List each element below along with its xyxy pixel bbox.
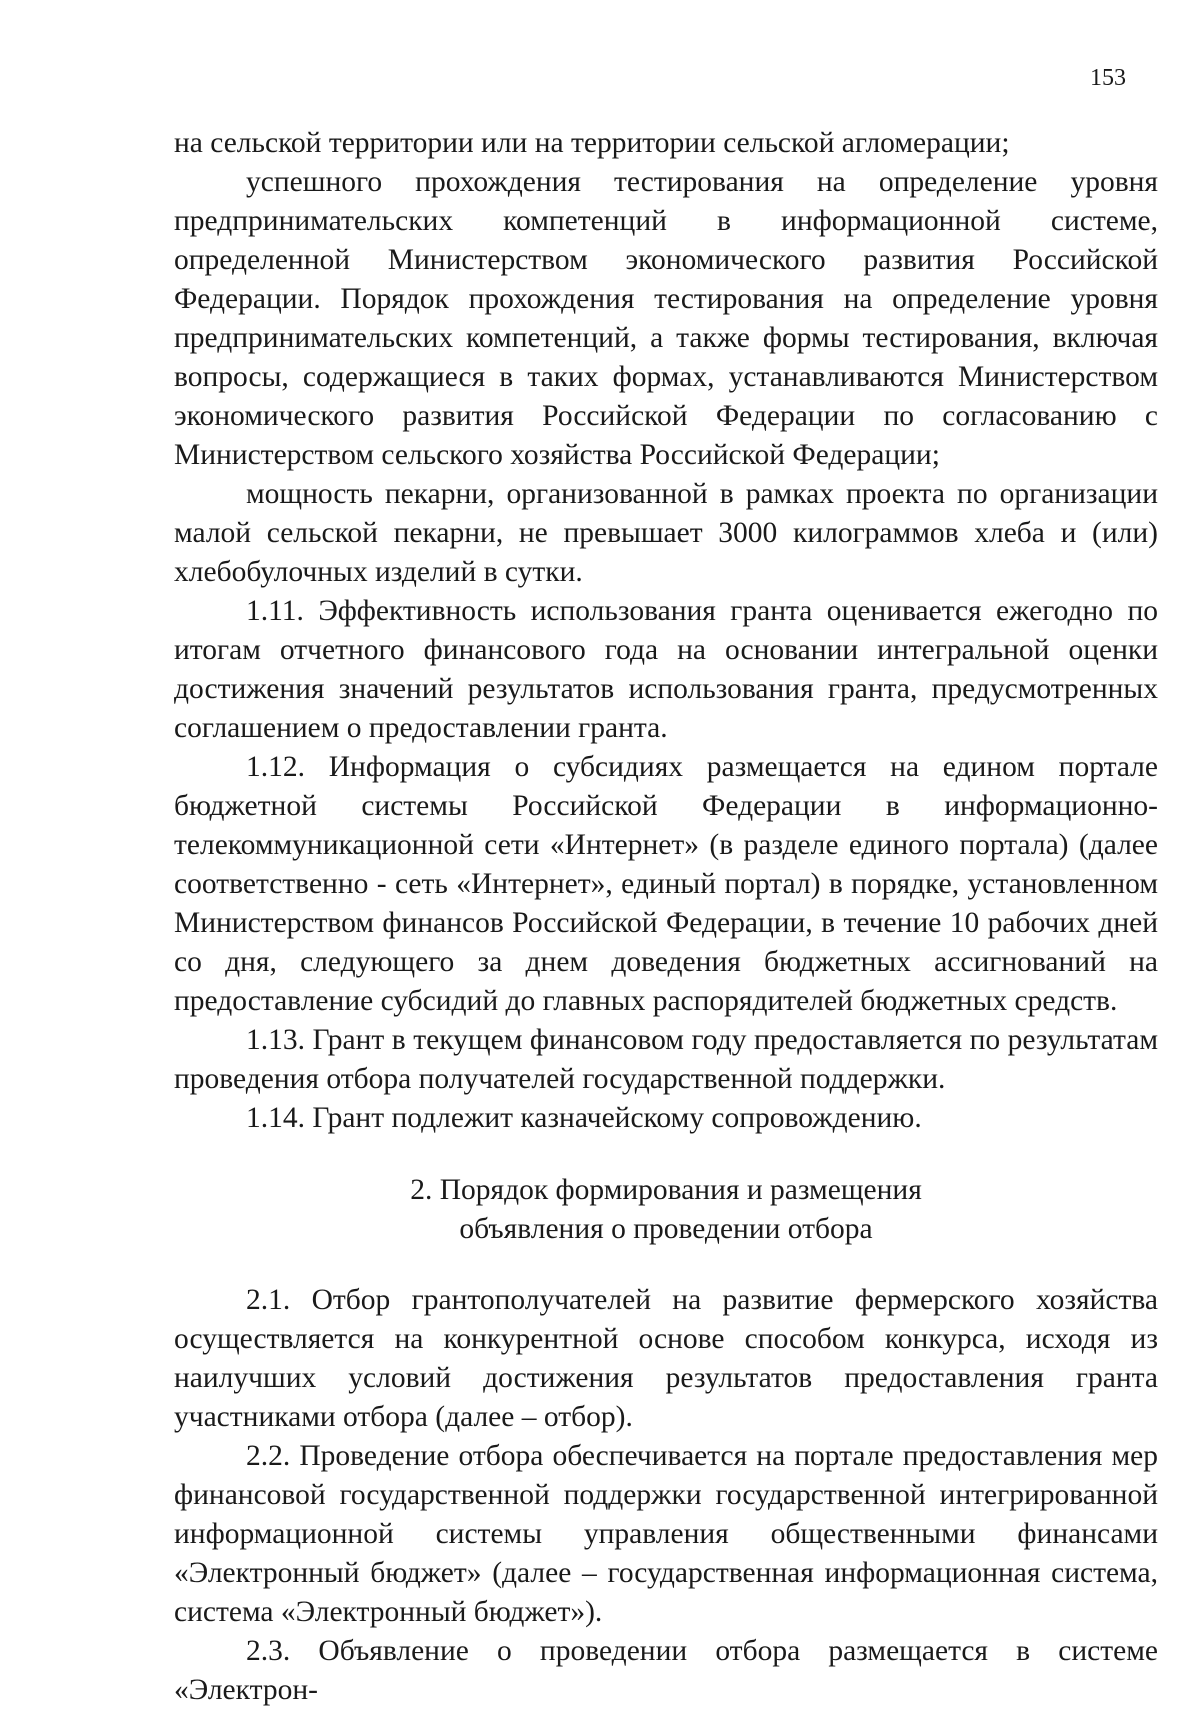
paragraph: 2.2. Проведение отбора обеспечивается на портале предоставления мер финансовой государственной поддержки государственной интегрированной информационной системы управления общественными финансами «Электронный бюджет» (далее – государственная информационная система, система «Электронный бюджет»). — [174, 1440, 1158, 1628]
paragraph: 1.12. Информация о субсидиях размещается на едином портале бюджетной системы Российской Федерации в информационно-телекоммуникационной сети «Интернет» (в разделе единого портала) (далее соответственно - сеть «Интернет», единый портал) в порядке, установленном Министерством финансов Российской Федерации, в течение 10 рабочих дней со дня, следующего за днем доведения бюджетных ассигнований на предоставление субсидий до главных распорядителей бюджетных средств. — [174, 751, 1158, 1017]
page-number: 153 — [1090, 65, 1126, 91]
document-body — [174, 124, 1158, 1710]
section-heading-line: 2. Порядок формирования и размещения — [410, 1174, 922, 1206]
section-heading-line: объявления о проведении отбора — [459, 1213, 873, 1245]
paragraph: 2.1. Отбор грантополучателей на развитие фермерского хозяйства осуществляется на конкурентной основе способом конкурса, исходя из наилучших условий достижения результатов предоставления гранта участниками отбора (далее – отбор). — [174, 1284, 1158, 1433]
paragraph: на сельской территории или на территории сельской агломерации; — [174, 127, 1010, 159]
paragraph: 2.3. Объявление о проведении отбора размещается в системе «Электрон- — [174, 1635, 1158, 1706]
paragraph: успешного прохождения тестирования на определение уровня предпринимательских компетенций в информационной системе, определенной Министерством экономического развития Российской Федерации. Порядок прохождения тестирования на определение уровня предпринимательских компетенций, а также формы тестирования, включая вопросы, содержащиеся в таких формах, устанавливаются Министерством экономического развития Российской Федерации по согласованию с Министерством сельского хозяйства Российской Федерации; — [174, 166, 1158, 471]
paragraph: 1.13. Грант в текущем финансовом году предоставляется по результатам проведения отбора получателей государственной поддержки. — [174, 1024, 1158, 1095]
paragraph: мощность пекарни, организованной в рамках проекта по организации малой сельской пекарни, не превышает 3000 килограммов хлеба и (или) хлебобулочных изделий в сутки. — [174, 478, 1158, 588]
section-heading — [174, 1171, 1158, 1249]
paragraph: 1.14. Грант подлежит казначейскому сопровождению. — [246, 1102, 922, 1134]
paragraph: 1.11. Эффективность использования гранта оценивается ежегодно по итогам отчетного финансового года на основании интегральной оценки достижения значений результатов использования гранта, предусмотренных соглашением о предоставлении гранта. — [174, 595, 1158, 744]
